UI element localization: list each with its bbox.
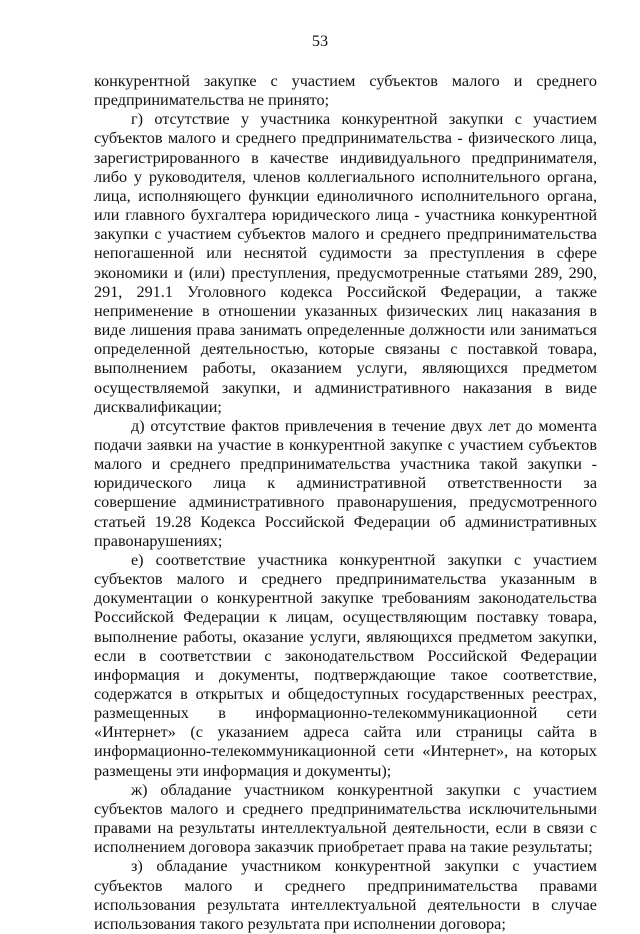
page-number: 53: [311, 32, 329, 50]
paragraph-item-d: д) отсутствие фактов привлечения в течение двух лет до момента подачи заявки на участие в конкурентной закупке с участием субъектов малого и среднего предпринимательства участника такой закупки - юридического лица к административной ответственности за совершение административного правонарушения, предусмотренного статьей 19.28 Кодекса Российской Федерации об административных правонарушениях;: [94, 416, 597, 550]
paragraph-item-zh: ж) обладание участником конкурентной закупки с участием субъектов малого и среднего предпринимательства исключительными правами на результаты интеллектуальной деятельности, если в связи с исполнением договора заказчик приобретает права на такие результаты;: [94, 780, 597, 857]
paragraph-continuation: конкурентной закупке с участием субъектов малого и среднего предпринимательства не принято;: [94, 72, 597, 110]
document-body: [94, 72, 597, 934]
paragraph-item-e: е) соответствие участника конкурентной закупки с участием субъектов малого и среднего предпринимательства указанным в документации о конкурентной закупке требованиям законодательства Российской Федерации к лицам, осуществляющим поставку товара, выполнение работы, оказание услуги, являющихся предметом закупки, если в соответствии с законодательством Российской Федерации информация и документы, подтверждающие такое соответствие, содержатся в открытых и общедоступных государственных реестрах, размещенных в информационно-телекоммуникационной сети «Интернет» (с указанием адреса сайта или страницы сайта в информационно-телекоммуникационной сети «Интернет», на которых размещены эти информация и документы);: [94, 550, 597, 780]
paragraph-item-g: г) отсутствие у участника конкурентной закупки с участием субъектов малого и среднего предпринимательства - физического лица, зарегистрированного в качестве индивидуального предпринимателя, либо у руководителя, членов коллегиального исполнительного органа, лица, исполняющего функции единоличного исполнительного органа, или главного бухгалтера юридического лица - участника конкурентной закупки с участием субъектов малого и среднего предпринимательства непогашенной или неснятой судимости за преступления в сфере экономики и (или) преступления, предусмотренные статьями 289, 290, 291, 291.1 Уголовного кодекса Российской Федерации, а также неприменение в отношении указанных физических лиц наказания в виде лишения права занимать определенные должности или заниматься определенной деятельностью, которые связаны с поставкой товара, выполнением работы, оказанием услуги, являющихся предметом осуществляемой закупки, и административного наказания в виде дисквалификации;: [94, 110, 597, 416]
paragraph-item-z: з) обладание участником конкурентной закупки с участием субъектов малого и среднего предпринимательства правами использования результата интеллектуальной деятельности в случае использования такого результата при исполнении договора;: [94, 857, 597, 933]
